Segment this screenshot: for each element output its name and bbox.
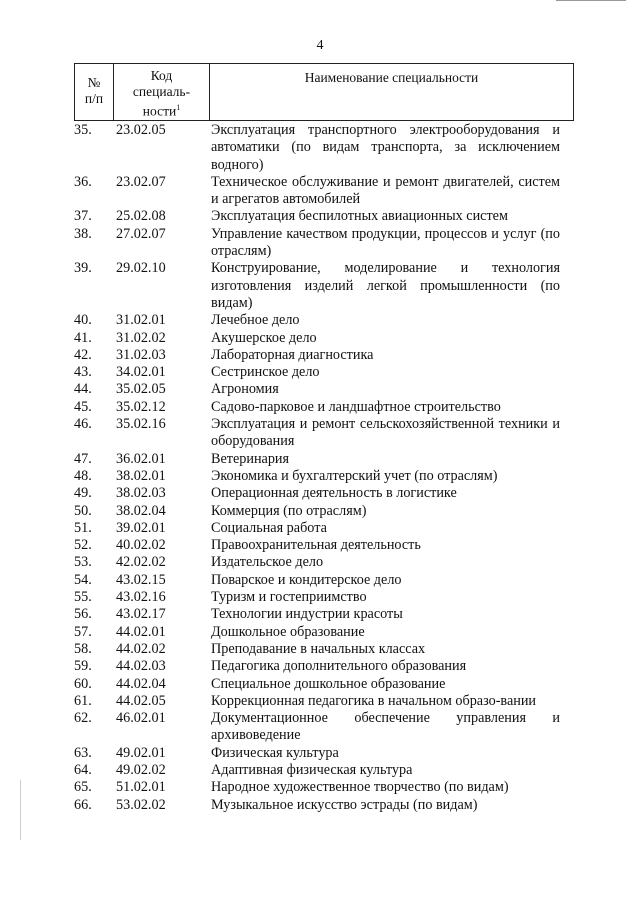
row-code: 35.02.16: [116, 416, 166, 433]
row-code: 36.02.01: [116, 450, 166, 467]
table-row: [74, 762, 574, 779]
row-code: 31.02.02: [116, 329, 166, 346]
row-specialty-name: Документационное обеспечение управления и архивоведение: [211, 710, 560, 744]
row-specialty-name: Музыкальное искусство эстрады (по видам): [211, 796, 478, 813]
scan-edge-mark: [556, 0, 626, 1]
row-specialty-name: Экономика и бухгалтерский учет (по отраслям): [211, 467, 498, 484]
row-number: 51.: [74, 519, 92, 536]
row-number: 41.: [74, 329, 92, 346]
row-specialty-name: Специальное дошкольное образование: [211, 675, 446, 692]
row-specialty-name: Адаптивная физическая культура: [211, 761, 413, 778]
row-number: 58.: [74, 640, 92, 657]
table-row: [74, 779, 574, 796]
row-number: 59.: [74, 658, 92, 675]
row-number: 40.: [74, 312, 92, 329]
row-code: 38.02.03: [116, 485, 166, 502]
row-specialty-name: Технологии индустрии красоты: [211, 606, 403, 623]
row-number: 64.: [74, 761, 92, 778]
row-specialty-name: Социальная работа: [211, 519, 327, 536]
table-row: [74, 347, 574, 364]
row-number: 39.: [74, 260, 92, 277]
table-row: [74, 416, 574, 451]
row-code: 31.02.01: [116, 312, 166, 329]
row-number: 44.: [74, 381, 92, 398]
table-row: [74, 641, 574, 658]
row-number: 42.: [74, 346, 92, 363]
row-number: 53.: [74, 554, 92, 571]
row-number: 49.: [74, 485, 92, 502]
row-code: 49.02.01: [116, 744, 166, 761]
table-row: [74, 260, 574, 312]
row-specialty-name: Техническое обслуживание и ремонт двигателей, систем и агрегатов автомобилей: [211, 173, 560, 208]
row-specialty-name: Управление качеством продукции, процессов и услуг (по отраслям): [211, 225, 560, 260]
row-code: 31.02.03: [116, 346, 166, 363]
row-specialty-name: Лечебное дело: [211, 312, 300, 329]
row-specialty-name: Дошкольное образование: [211, 623, 365, 640]
row-specialty-name: Туризм и гостеприимство: [211, 589, 367, 606]
row-number: 63.: [74, 744, 92, 761]
row-specialty-name: Физическая культура: [211, 744, 339, 761]
row-specialty-name: Садово-парковое и ландшафтное строительство: [211, 398, 501, 415]
table-row: [74, 658, 574, 675]
row-code: 43.02.17: [116, 606, 166, 623]
row-specialty-name: Операционная деятельность в логистике: [211, 485, 457, 502]
row-code: 23.02.05: [116, 122, 166, 138]
row-code: 40.02.02: [116, 537, 166, 554]
row-number: 38.: [74, 225, 92, 242]
row-specialty-name: Педагогика дополнительного образования: [211, 658, 467, 675]
row-code: 43.02.16: [116, 589, 166, 606]
header-code-line3: ности: [142, 103, 177, 119]
page-number: 4: [316, 38, 324, 53]
table-row: [74, 364, 574, 381]
row-code: 42.02.02: [116, 554, 166, 571]
row-code: 44.02.04: [116, 675, 166, 692]
row-number: 65.: [74, 779, 92, 796]
row-number: 50.: [74, 502, 92, 519]
row-number: 66.: [74, 796, 92, 813]
table-row: [74, 399, 574, 416]
row-specialty-name: Эксплуатация беспилотных авиационных систем: [211, 208, 508, 225]
header-code-line1: Код: [150, 68, 173, 83]
table-row: [74, 312, 574, 329]
row-specialty-name: Поварское и кондитерское дело: [211, 571, 402, 588]
row-code: 44.02.03: [116, 658, 166, 675]
row-number: 47.: [74, 450, 92, 467]
table-row: [74, 122, 574, 174]
row-code: 25.02.08: [116, 208, 166, 225]
row-code: 53.02.02: [116, 796, 166, 813]
row-number: 48.: [74, 467, 92, 484]
table-row: [74, 606, 574, 623]
row-number: 56.: [74, 606, 92, 623]
row-specialty-name: Эксплуатация транспортного электрооборудования и автоматики (по видам транспорта, за исключением водного): [211, 122, 560, 173]
row-number: 62.: [74, 710, 92, 727]
specialty-table-body: [74, 122, 574, 814]
table-row: [74, 468, 574, 485]
row-code: 27.02.07: [116, 225, 166, 242]
table-row: [74, 710, 574, 745]
table-row: [74, 330, 574, 347]
row-number: 37.: [74, 208, 92, 225]
row-code: 34.02.01: [116, 364, 166, 381]
row-number: 46.: [74, 416, 92, 433]
row-specialty-name: Акушерское дело: [211, 329, 317, 346]
row-number: 36.: [74, 173, 92, 190]
row-number: 52.: [74, 537, 92, 554]
row-number: 35.: [74, 122, 92, 138]
table-row: [74, 208, 574, 225]
row-specialty-name: Эксплуатация и ремонт сельскохозяйственной техники и оборудования: [211, 416, 560, 450]
table-row: [74, 589, 574, 606]
row-specialty-name: Агрономия: [211, 381, 279, 398]
row-specialty-name: Коррекционная педагогика в начальном образо-вании: [211, 692, 537, 709]
row-number: 45.: [74, 398, 92, 415]
row-code: 38.02.01: [116, 467, 166, 484]
scan-edge-mark: [20, 780, 21, 840]
table-row: [74, 520, 574, 537]
row-specialty-name: Издательское дело: [211, 554, 324, 571]
row-number: 43.: [74, 364, 92, 381]
table-row: [74, 572, 574, 589]
table-row: [74, 797, 574, 814]
table-row: [74, 451, 574, 468]
table-row: [74, 174, 574, 209]
row-code: 35.02.05: [116, 381, 166, 398]
row-specialty-name: Преподавание в начальных классах: [211, 640, 426, 657]
row-specialty-name: Правоохранительная деятельность: [211, 537, 421, 554]
table-row: [74, 693, 574, 710]
row-code: 44.02.01: [116, 623, 166, 640]
table-header: [74, 63, 574, 121]
table-row: [74, 537, 574, 554]
row-code: 43.02.15: [116, 571, 166, 588]
row-code: 49.02.02: [116, 761, 166, 778]
table-row: [74, 624, 574, 641]
row-code: 29.02.10: [116, 260, 166, 277]
table-row: [74, 676, 574, 693]
row-number: 55.: [74, 589, 92, 606]
table-row: [74, 485, 574, 502]
row-number: 61.: [74, 692, 92, 709]
row-code: 44.02.02: [116, 640, 166, 657]
header-name-column: Наименование специальности: [304, 70, 479, 85]
row-code: 38.02.04: [116, 502, 166, 519]
row-code: 39.02.01: [116, 519, 166, 536]
header-number-line2: п/п: [84, 91, 104, 106]
header-code-line2: специаль-: [132, 84, 191, 99]
table-row: [74, 226, 574, 261]
header-number-column: [75, 64, 114, 120]
row-code: 35.02.12: [116, 398, 166, 415]
table-row: [74, 381, 574, 398]
row-specialty-name: Сестринское дело: [211, 364, 320, 381]
header-code-column: [114, 64, 210, 120]
row-code: 44.02.05: [116, 692, 166, 709]
header-code-line3-wrap: [114, 100, 209, 120]
table-row: [74, 503, 574, 520]
row-number: 57.: [74, 623, 92, 640]
row-specialty-name: Лабораторная диагностика: [211, 346, 374, 363]
table-row: [74, 554, 574, 571]
row-specialty-name: Ветеринария: [211, 450, 290, 467]
row-specialty-name: Народное художественное творчество (по видам): [211, 779, 509, 796]
row-specialty-name: Конструирование, моделирование и технология изготовления изделий легкой промышленности (по видам): [211, 260, 560, 311]
table-row: [74, 745, 574, 762]
header-number-line1: №: [87, 75, 101, 90]
row-code: 23.02.07: [116, 173, 166, 190]
row-specialty-name: Коммерция (по отраслям): [211, 502, 367, 519]
row-code: 51.02.01: [116, 779, 166, 796]
row-number: 54.: [74, 571, 92, 588]
row-number: 60.: [74, 675, 92, 692]
header-code-footnote: 1: [176, 103, 181, 112]
row-code: 46.02.01: [116, 710, 166, 727]
